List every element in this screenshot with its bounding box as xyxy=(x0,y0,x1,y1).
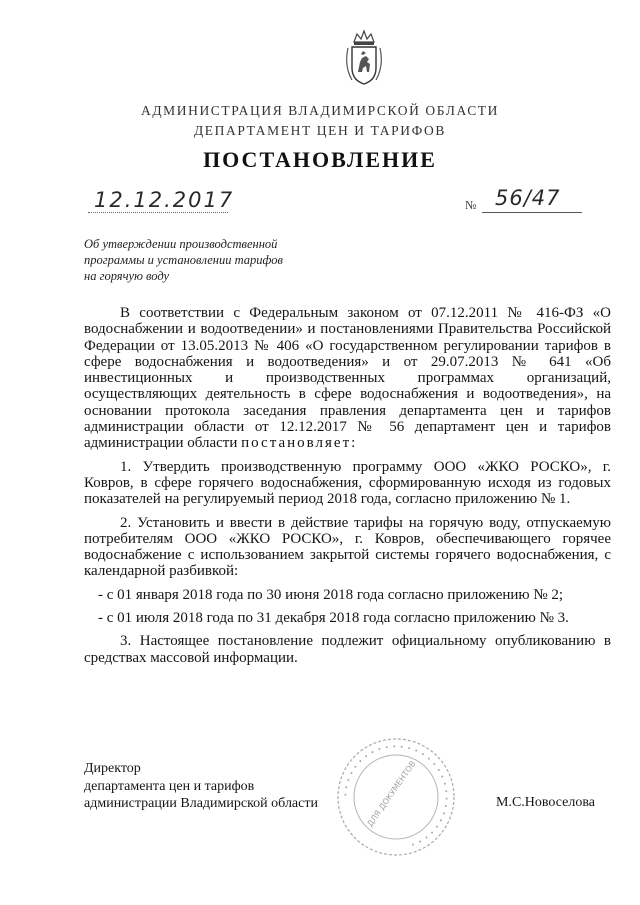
official-stamp xyxy=(335,736,457,858)
document-body xyxy=(84,305,611,666)
resolve-word: постановляет: xyxy=(241,435,358,452)
item-1: 1. Утвердить производственную программу ООО «ЖКО РОСКО», г. Ковров, в сфере горячего водоснабжения, сформированную исходя из годовых показателей на регулируемый период 2018 года, согласно приложению № 1. xyxy=(84,458,611,508)
preamble-text: В соответствии с Федеральным законом от 07.12.2011 № 416-ФЗ «О водоснабжении и водоотведении» и постановлениями Правительства Российской Федерации от 13.05.2013 № 406 «О государственном регулировании тарифов в сфере водоснабжения и водоотведения» и от 29.07.2013 № 641 «Об инвестиционных и производственных программах организаций, осуществляющих деятельность в сфере водоснабжения и водоотведения», на основании протокола заседания правления департамента цен и тарифов администрации области от 12.12.2017 № 56 департамент цен и тарифов администрации области xyxy=(84,305,611,452)
document-subject xyxy=(84,236,314,284)
document-date: 12.12.2017 xyxy=(94,188,235,212)
item-2-period-2: - с 01 июля 2018 года по 31 декабря 2018 года согласно приложению № 3. xyxy=(98,610,569,627)
preamble-paragraph xyxy=(84,305,611,452)
signer-name: М.С.Новоселова xyxy=(496,795,595,810)
coat-of-arms-icon xyxy=(342,28,386,88)
document-number: 56/47 xyxy=(495,186,561,210)
org-name-line2: ДЕПАРТАМЕНТ ЦЕН И ТАРИФОВ xyxy=(194,123,446,138)
item-2-period-1: - с 01 января 2018 года по 30 июня 2018 года согласно приложению № 2; xyxy=(98,586,564,603)
number-underline xyxy=(482,212,582,213)
subject-line: на горячую воду xyxy=(84,269,170,283)
subject-line: программы и установлении тарифов xyxy=(84,253,283,267)
svg-text:••••••••••••••••••••••••••••••: •••••••••••••••••••••••••••••• xyxy=(341,742,451,850)
item-3: 3. Настоящее постановление подлежит официальному опубликованию в средствах массовой информации. xyxy=(84,633,611,666)
number-sign: № xyxy=(465,198,477,212)
signer-title-line: Директор xyxy=(84,761,141,776)
date-underline xyxy=(88,212,228,213)
signer-title-line: департамента цен и тарифов xyxy=(84,778,255,794)
org-name-line1: АДМИНИСТРАЦИЯ ВЛАДИМИРСКОЙ ОБЛАСТИ xyxy=(141,103,499,118)
item-2: 2. Установить и ввести в действие тарифы на горячую воду, отпускаемую потребителям ООО «ЖКО РОСКО», г. Ковров, обеспечивающего горячее водоснабжение с использованием закрытой системы горячего водоснабжения, с календарной разбивкой: xyxy=(84,514,611,580)
signer-title-line: администрации Владимирской области xyxy=(84,796,318,811)
document-type-title: ПОСТАНОВЛЕНИЕ xyxy=(203,147,437,172)
signer-title xyxy=(84,760,364,813)
stamp-text: ДЛЯ ДОКУМЕНТОВ xyxy=(365,759,418,829)
subject-line: Об утверждении производственной xyxy=(84,237,278,251)
